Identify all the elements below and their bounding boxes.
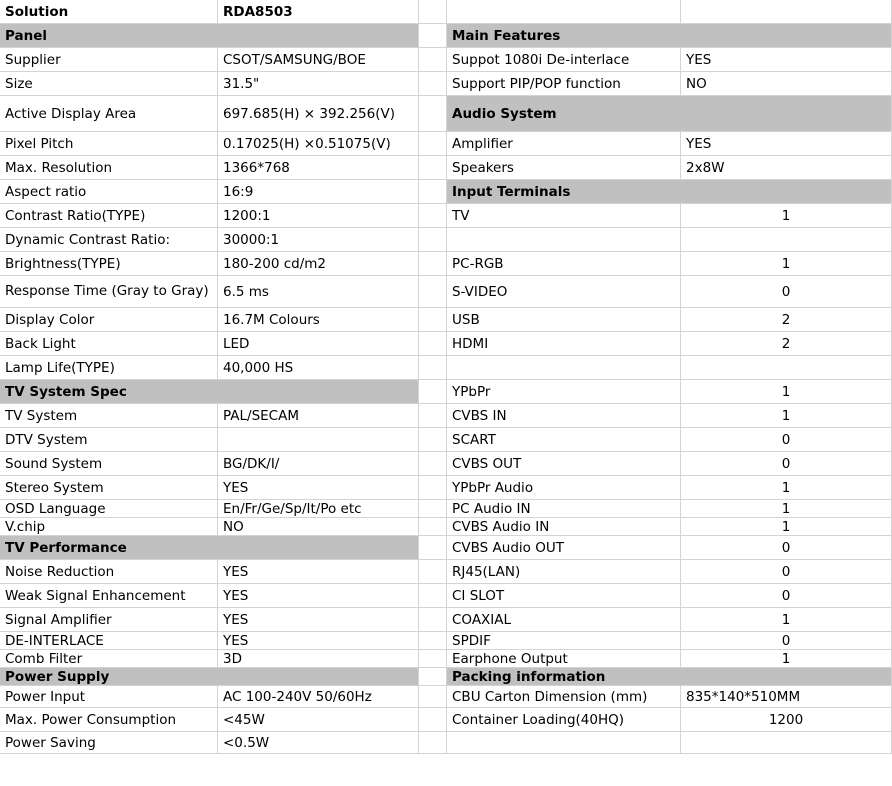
- spec-value[interactable]: YES: [218, 560, 419, 584]
- table-row: [0, 48, 892, 72]
- table-row: [0, 156, 892, 180]
- spec-value[interactable]: CSOT/SAMSUNG/BOE: [218, 48, 419, 72]
- spec-value[interactable]: 1: [681, 608, 892, 632]
- spacer-cell[interactable]: [419, 356, 447, 380]
- table-row: [0, 332, 892, 356]
- spec-label[interactable]: DTV System: [0, 428, 218, 452]
- spec-label[interactable]: YPbPr: [447, 380, 681, 404]
- spec-label[interactable]: CVBS Audio OUT: [447, 536, 681, 560]
- spec-label[interactable]: CVBS IN: [447, 404, 681, 428]
- spacer-cell[interactable]: [419, 332, 447, 356]
- spec-label[interactable]: [447, 732, 681, 754]
- spec-label[interactable]: CVBS OUT: [447, 452, 681, 476]
- spec-value[interactable]: 0: [681, 276, 892, 308]
- section-header[interactable]: TV System Spec: [0, 380, 419, 404]
- spacer-cell[interactable]: [419, 156, 447, 180]
- spec-value[interactable]: 1: [681, 404, 892, 428]
- spec-label[interactable]: Comb Filter: [0, 650, 218, 668]
- spec-value[interactable]: AC 100-240V 50/60Hz: [218, 686, 419, 708]
- spec-label[interactable]: Speakers: [447, 156, 681, 180]
- table-row: [0, 308, 892, 332]
- spec-value[interactable]: 697.685(H) × 392.256(V): [218, 96, 419, 132]
- spacer-cell[interactable]: [419, 668, 447, 686]
- spec-value[interactable]: [681, 732, 892, 754]
- spec-label[interactable]: Support PIP/POP function: [447, 72, 681, 96]
- header-row: [0, 0, 892, 24]
- spec-label[interactable]: Response Time (Gray to Gray): [0, 276, 218, 308]
- spacer-cell[interactable]: [419, 276, 447, 308]
- spec-value[interactable]: YES: [681, 132, 892, 156]
- spec-label[interactable]: Pixel Pitch: [0, 132, 218, 156]
- table-row: [0, 228, 892, 252]
- spec-value[interactable]: 0: [681, 452, 892, 476]
- empty-cell[interactable]: [447, 0, 681, 24]
- spec-value[interactable]: 31.5": [218, 72, 419, 96]
- solution-value[interactable]: RDA8503: [218, 0, 419, 24]
- spec-value[interactable]: 0: [681, 536, 892, 560]
- spacer-cell[interactable]: [419, 132, 447, 156]
- spec-label[interactable]: Container Loading(40HQ): [447, 708, 681, 732]
- table-row: [0, 428, 892, 452]
- table-row: [0, 650, 892, 668]
- spec-label[interactable]: CVBS Audio IN: [447, 518, 681, 536]
- spec-value[interactable]: YES: [218, 632, 419, 650]
- spec-label[interactable]: Dynamic Contrast Ratio:: [0, 228, 218, 252]
- spec-value[interactable]: En/Fr/Ge/Sp/It/Po etc: [218, 500, 419, 518]
- spec-label[interactable]: Power Saving: [0, 732, 218, 754]
- spec-value[interactable]: 40,000 HS: [218, 356, 419, 380]
- spec-label[interactable]: Contrast Ratio(TYPE): [0, 204, 218, 228]
- table-row: [0, 452, 892, 476]
- spec-value[interactable]: [218, 428, 419, 452]
- spec-value[interactable]: 1: [681, 252, 892, 276]
- spec-label[interactable]: [447, 228, 681, 252]
- spacer-cell[interactable]: [419, 428, 447, 452]
- spec-value[interactable]: 3D: [218, 650, 419, 668]
- spacer-cell[interactable]: [419, 560, 447, 584]
- spacer-cell[interactable]: [419, 732, 447, 754]
- spec-label[interactable]: CI SLOT: [447, 584, 681, 608]
- spacer-cell[interactable]: [419, 686, 447, 708]
- spec-value[interactable]: [681, 228, 892, 252]
- spacer-cell[interactable]: [419, 518, 447, 536]
- spec-value[interactable]: 2: [681, 332, 892, 356]
- spec-value[interactable]: LED: [218, 332, 419, 356]
- spec-value[interactable]: 1: [681, 500, 892, 518]
- spacer-cell[interactable]: [419, 404, 447, 428]
- spec-label[interactable]: USB: [447, 308, 681, 332]
- spec-value[interactable]: [681, 356, 892, 380]
- spec-label[interactable]: Sound System: [0, 452, 218, 476]
- spec-value[interactable]: 1200: [681, 708, 892, 732]
- spec-value[interactable]: 16.7M Colours: [218, 308, 419, 332]
- spec-label[interactable]: Size: [0, 72, 218, 96]
- spacer-cell[interactable]: [419, 452, 447, 476]
- spacer-cell[interactable]: [419, 708, 447, 732]
- spacer-cell[interactable]: [419, 608, 447, 632]
- spec-label[interactable]: Stereo System: [0, 476, 218, 500]
- empty-cell[interactable]: [681, 0, 892, 24]
- spec-label[interactable]: SCART: [447, 428, 681, 452]
- spacer-cell[interactable]: [419, 0, 447, 24]
- spacer-cell[interactable]: [419, 308, 447, 332]
- spec-value[interactable]: 1: [681, 650, 892, 668]
- spacer-cell[interactable]: [419, 500, 447, 518]
- spec-label[interactable]: Earphone Output: [447, 650, 681, 668]
- spacer-cell[interactable]: [419, 24, 447, 48]
- spec-label[interactable]: SPDIF: [447, 632, 681, 650]
- spec-label[interactable]: Max. Resolution: [0, 156, 218, 180]
- spec-value[interactable]: 6.5 ms: [218, 276, 419, 308]
- spec-value[interactable]: 2x8W: [681, 156, 892, 180]
- table-row: [0, 536, 892, 560]
- spec-value[interactable]: <45W: [218, 708, 419, 732]
- spec-value[interactable]: YES: [681, 48, 892, 72]
- spec-value[interactable]: 0.17025(H) ×0.51075(V): [218, 132, 419, 156]
- spacer-cell[interactable]: [419, 584, 447, 608]
- table-row: [0, 96, 892, 132]
- section-header[interactable]: TV Performance: [0, 536, 419, 560]
- table-row: [0, 608, 892, 632]
- table-row: [0, 584, 892, 608]
- table-row: [0, 356, 892, 380]
- spacer-cell[interactable]: [419, 72, 447, 96]
- spec-value[interactable]: YES: [218, 476, 419, 500]
- section-header[interactable]: Audio System: [447, 96, 892, 132]
- section-header[interactable]: Main Features: [447, 24, 892, 48]
- spec-value[interactable]: PAL/SECAM: [218, 404, 419, 428]
- solution-label[interactable]: Solution: [0, 0, 218, 24]
- spec-label[interactable]: OSD Language: [0, 500, 218, 518]
- spec-value[interactable]: NO: [218, 518, 419, 536]
- table-row: [0, 252, 892, 276]
- spec-label[interactable]: V.chip: [0, 518, 218, 536]
- spec-label[interactable]: [447, 356, 681, 380]
- table-row: [0, 500, 892, 518]
- spec-value[interactable]: 1: [681, 518, 892, 536]
- table-row: [0, 732, 892, 754]
- spec-label[interactable]: Lamp Life(TYPE): [0, 356, 218, 380]
- spec-label[interactable]: Amplifier: [447, 132, 681, 156]
- spacer-cell[interactable]: [419, 228, 447, 252]
- table-row: [0, 204, 892, 228]
- table-row: [0, 380, 892, 404]
- table-row: [0, 668, 892, 686]
- spec-value[interactable]: BG/DK/I/: [218, 452, 419, 476]
- section-header[interactable]: Input Terminals: [447, 180, 892, 204]
- spec-label[interactable]: TV: [447, 204, 681, 228]
- spec-value[interactable]: 1: [681, 476, 892, 500]
- spec-value[interactable]: 1: [681, 380, 892, 404]
- spec-label[interactable]: Back Light: [0, 332, 218, 356]
- spec-label[interactable]: Noise Reduction: [0, 560, 218, 584]
- spec-label[interactable]: COAXIAL: [447, 608, 681, 632]
- table-row: [0, 24, 892, 48]
- spacer-cell[interactable]: [419, 380, 447, 404]
- spec-value[interactable]: 180-200 cd/m2: [218, 252, 419, 276]
- spec-value[interactable]: <0.5W: [218, 732, 419, 754]
- spec-value[interactable]: 1: [681, 204, 892, 228]
- spec-value[interactable]: 835*140*510MM: [681, 686, 892, 708]
- section-header[interactable]: Power Supply: [0, 668, 419, 686]
- spec-label[interactable]: Active Display Area: [0, 96, 218, 132]
- table-row: [0, 476, 892, 500]
- spec-value[interactable]: 1200:1: [218, 204, 419, 228]
- spec-value[interactable]: YES: [218, 584, 419, 608]
- table-row: [0, 72, 892, 96]
- spec-label[interactable]: HDMI: [447, 332, 681, 356]
- spec-label[interactable]: Power Input: [0, 686, 218, 708]
- spacer-cell[interactable]: [419, 650, 447, 668]
- spec-value[interactable]: YES: [218, 608, 419, 632]
- spec-label[interactable]: Aspect ratio: [0, 180, 218, 204]
- spec-value[interactable]: 0: [681, 560, 892, 584]
- spacer-cell[interactable]: [419, 536, 447, 560]
- spacer-cell[interactable]: [419, 48, 447, 72]
- spec-value[interactable]: 1366*768: [218, 156, 419, 180]
- spec-label[interactable]: Suppot 1080i De-interlace: [447, 48, 681, 72]
- spec-value[interactable]: 30000:1: [218, 228, 419, 252]
- spec-label[interactable]: Weak Signal Enhancement: [0, 584, 218, 608]
- spec-value[interactable]: 2: [681, 308, 892, 332]
- spec-value[interactable]: 0: [681, 584, 892, 608]
- spacer-cell[interactable]: [419, 252, 447, 276]
- table-row: [0, 180, 892, 204]
- spec-label[interactable]: DE-INTERLACE: [0, 632, 218, 650]
- spec-label[interactable]: Brightness(TYPE): [0, 252, 218, 276]
- section-header[interactable]: Packing information: [447, 668, 892, 686]
- spec-value[interactable]: 0: [681, 632, 892, 650]
- spec-label[interactable]: TV System: [0, 404, 218, 428]
- spacer-cell[interactable]: [419, 204, 447, 228]
- section-header[interactable]: Panel: [0, 24, 419, 48]
- table-row: [0, 686, 892, 708]
- table-row: [0, 276, 892, 308]
- table-row: [0, 518, 892, 536]
- spec-label[interactable]: YPbPr Audio: [447, 476, 681, 500]
- table-row: [0, 632, 892, 650]
- spacer-cell[interactable]: [419, 476, 447, 500]
- spec-value[interactable]: 16:9: [218, 180, 419, 204]
- table-row: [0, 132, 892, 156]
- spec-label[interactable]: Display Color: [0, 308, 218, 332]
- spacer-cell[interactable]: [419, 180, 447, 204]
- spec-label[interactable]: PC-RGB: [447, 252, 681, 276]
- table-row: [0, 404, 892, 428]
- spec-label[interactable]: S-VIDEO: [447, 276, 681, 308]
- spec-label[interactable]: Max. Power Consumption: [0, 708, 218, 732]
- spec-value[interactable]: NO: [681, 72, 892, 96]
- spacer-cell[interactable]: [419, 632, 447, 650]
- spacer-cell[interactable]: [419, 96, 447, 132]
- spec-label[interactable]: CBU Carton Dimension (mm): [447, 686, 681, 708]
- spec-value[interactable]: 0: [681, 428, 892, 452]
- spec-label[interactable]: Supplier: [0, 48, 218, 72]
- spec-label[interactable]: RJ45(LAN): [447, 560, 681, 584]
- spec-label[interactable]: PC Audio IN: [447, 500, 681, 518]
- spec-label[interactable]: Signal Amplifier: [0, 608, 218, 632]
- table-row: [0, 560, 892, 584]
- table-row: [0, 708, 892, 732]
